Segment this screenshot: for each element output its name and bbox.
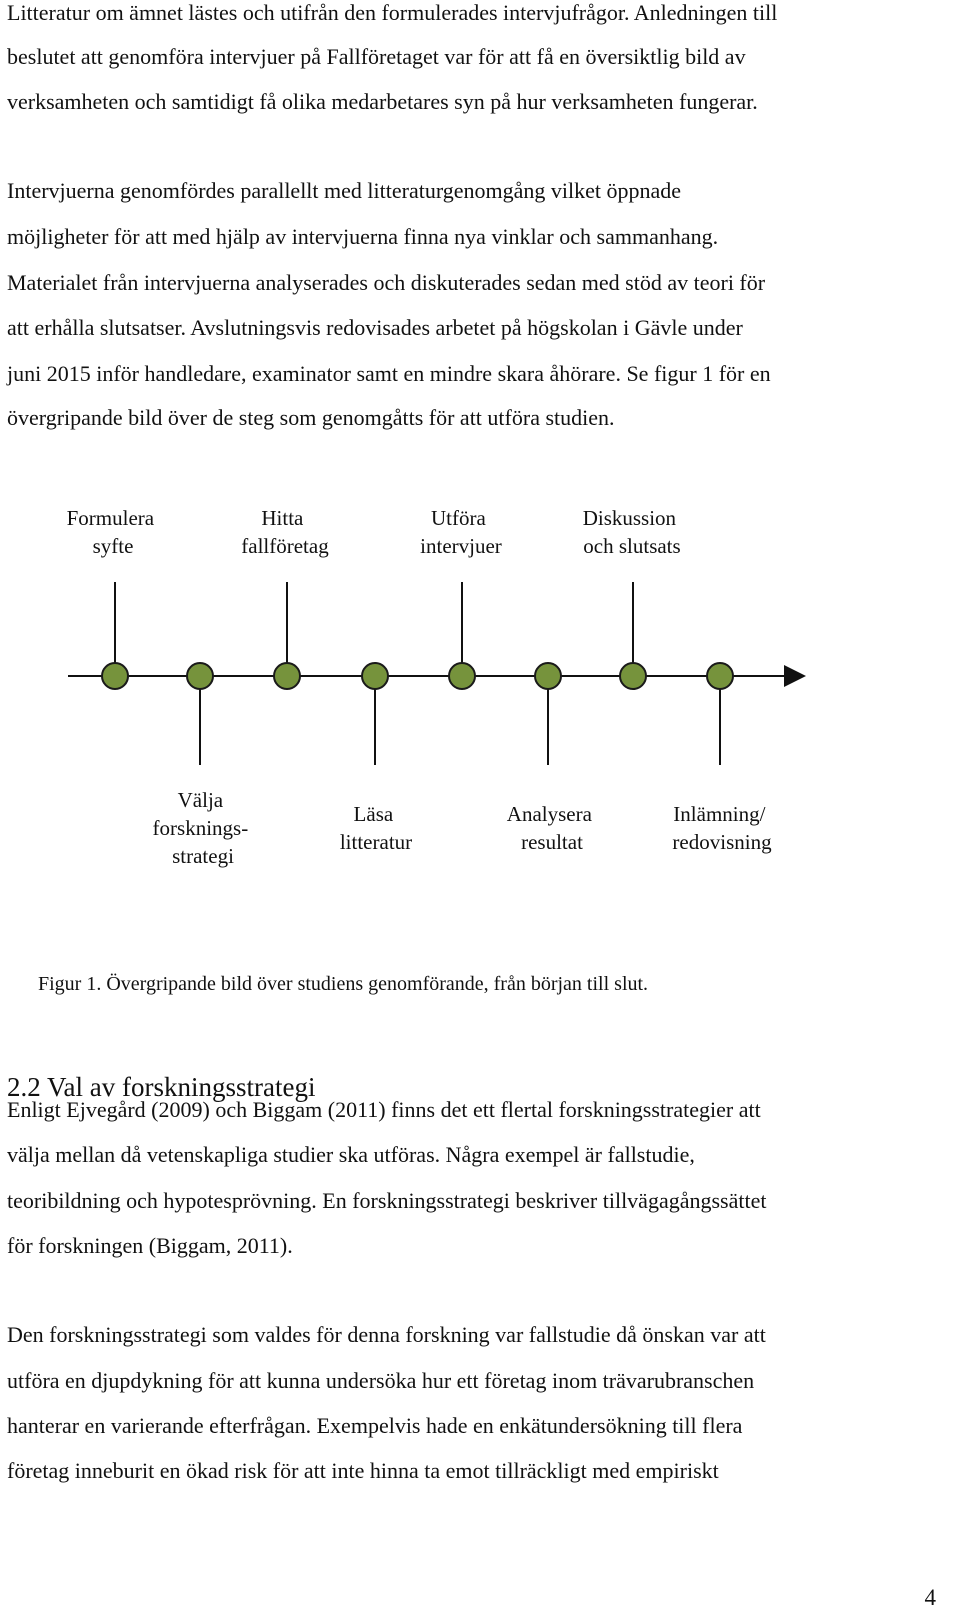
text-line: övergripande bild över de steg som genomgåtts för att utföra studien. xyxy=(7,405,615,430)
text-line: Intervjuerna genomfördes parallellt med litteraturgenomgång vilket öppnade xyxy=(7,178,682,203)
text-line: Materialet från intervjuerna analyserades och diskuterades sedan med stöd av teori för xyxy=(7,270,766,295)
text-line: Litteratur om ämnet lästes och utifrån den formulerades intervjufrågor. Anledningen till xyxy=(7,0,778,25)
step-label-diskussion-slutsats: Diskussion och slutsats xyxy=(582,506,681,558)
text-line: företag inneburit en ökad risk för att inte hinna ta emot tillräckligt med empiriskt xyxy=(7,1458,719,1483)
timeline-node xyxy=(187,663,213,689)
text-line: för forskningen (Biggam, 2011). xyxy=(7,1233,293,1258)
text-line: utföra en djupdykning för att kunna undersöka hur ett företag inom trävarubranschen xyxy=(7,1368,755,1393)
timeline-node xyxy=(707,663,733,689)
step-label-formulera-syfte: Formulera syfte xyxy=(66,506,155,558)
page-number: 4 xyxy=(924,1585,936,1610)
step-label-lasa-litteratur: Läsa litteratur xyxy=(339,802,413,854)
section-heading: 2.2 Val av forskningsstrategi xyxy=(7,1072,316,1102)
step-label-utfora-intervjuer: Utföra intervjuer xyxy=(420,506,502,558)
timeline-node xyxy=(362,663,388,689)
figure-caption: Figur 1. Övergripande bild över studiens genomförande, från början till slut. xyxy=(38,973,649,995)
timeline-node xyxy=(449,663,475,689)
text-line: beslutet att genomföra intervjuer på Fallföretaget var för att få en översiktlig bild av xyxy=(7,44,746,69)
process-timeline-figure xyxy=(0,490,960,910)
step-label-inlamning-redovisning: Inlämning/ redovisning xyxy=(672,802,772,854)
timeline-axis xyxy=(68,665,806,687)
text-line: hanterar en varierande efterfrågan. Exempelvis hade en enkätundersökning till flera xyxy=(7,1413,743,1438)
step-label-hitta-fallforetag: Hitta fallföretag xyxy=(241,506,329,558)
timeline-node xyxy=(620,663,646,689)
text-line: möjligheter för att med hjälp av intervjuerna finna nya vinklar och sammanhang. xyxy=(7,224,719,249)
text-line: välja mellan då vetenskapliga studier ska utföras. Några exempel är fallstudie, xyxy=(7,1142,695,1167)
timeline-arrowhead xyxy=(784,665,806,687)
step-label-valja-forskningsstrategi: Välja forsknings- strategi xyxy=(152,788,249,868)
timeline-node xyxy=(102,663,128,689)
text-line: Enligt Ejvegård (2009) och Biggam (2011) finns det ett flertal forskningsstrategier att xyxy=(7,1097,761,1122)
text-line: Den forskningsstrategi som valdes för denna forskning var fallstudie då önskan var att xyxy=(7,1322,766,1347)
text-line: teoribildning och hypotesprövning. En forskningsstrategi beskriver tillvägagångssättet xyxy=(7,1188,767,1213)
step-label-analysera-resultat: Analysera resultat xyxy=(506,802,592,854)
text-line: juni 2015 inför handledare, examinator samt en mindre skara åhörare. Se figur 1 för en xyxy=(7,361,771,386)
timeline-node xyxy=(535,663,561,689)
timeline-node xyxy=(274,663,300,689)
bottom-step-labels xyxy=(153,788,773,868)
text-line: verksamheten och samtidigt få olika medarbetares syn på hur verksamheten fungerar. xyxy=(7,89,758,114)
top-step-labels xyxy=(67,506,682,558)
text-line: att erhålla slutsatser. Avslutningsvis redovisades arbetet på högskolan i Gävle under xyxy=(7,315,743,340)
